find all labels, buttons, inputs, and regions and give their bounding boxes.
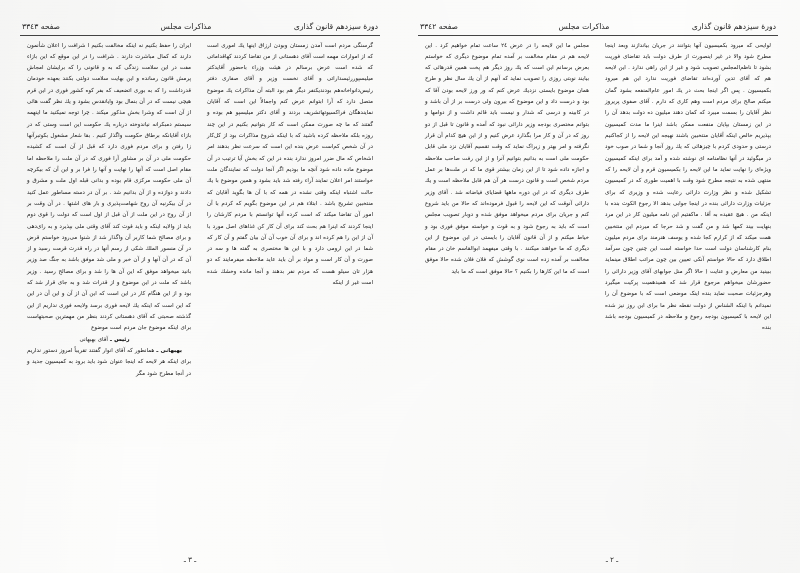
speaker-name-label: بهبهانی ـ — [156, 347, 182, 354]
paragraph: لوایحی که میرود بکمیسیون آنها بتوانند در جریان بیاندازند وبعد اینجا مطرح شود والا در غیر اینصورت از طرف دولت باید تقاضای فوریت بشود تا ناظم‌المجلس تصویب شود و غیر از این راهی ندارد . این لایحه هم که آقای تدین آورده‌اند تقاضای فوریت ندارد این هم میرود بکمیسیون . پس اگر اینجا بحث در یك امور عام‌المنفعه بشود گمان میکنم صالح برای مردم است وهم کاری که دارم . آقای صفوی پریروز نظر آقایان را بسمت میبرد که کمان دهند میلیون ده دولت بدهد آن را در این زمستان بپایان منفعت ممکن باشد اینرا ما مدت کمیسیون بپذیریم خالص اینکه آقایان منتخبین باشند نهیجه این لایحه را از کجاکنیم درستی و حدودی کردم با چیزهائی که یك روز آنجا و شما در صوب خود در میگوئید در آنها نظامنامه ای نوشته شده و آمد برای اینکه کمیسیون ویژه‌ای را نهایت نماید ما این لایحه را بکمیسیون قرم و آن لایحه را که منتهی شده به نتیجه مطرح شود وقت با اهمیت طوری که در کمیسیون تشکیل شده و نظر وزارت دارائی رعایت شده و وزیری که برای جزئیات وزارت دارائی بنده در اینجا جوابی بدهد الا رجوع الکوت بنده با اینکه من . هیچ عقیده به آقا . ماکفتیم این نامه میلیون کار در این مرد بنهایت بیند کمها شد و من گفت و شد حرجا که میردم این منتخبین همت میکند که از کرارم کجا شده و یوسف هنرمند برای مردم میلیون بنام کارشناسان دولت است حدا خواسته است این چنین چون سرآمد اطلاق دارد که حالا خواستم آنکی تعیین بین چون مراتب اطلاق مینماید ببینید من معارض و عنایت ( حالا اگر منل جوابهای آقای وزیر دارائی را حضورشان میخواهم مرجوع قرار شد که همیدهمیت پرکیت میگیرد وهرجزئیات صحبت نماید بنده اینک موضعی است که با موضوع آن را نمیدانم با اینکه الشناس از دولت نقطه نظر ما برای این روز نیز شده این لایحه با کمیسیون بودجه رجوع و ملاحظه در کمیسیون بودجه باشد بنده — [605, 42, 771, 332]
column-body-left-inner — [27, 41, 191, 380]
page-number-footer-right: ـ ٢ ـ — [605, 556, 619, 564]
speech-block — [27, 346, 191, 380]
running-head-left — [20, 14, 380, 32]
running-head-period-right: دورهٔ سیزدهم قانون گذاری — [691, 22, 776, 32]
column-group-left — [20, 41, 380, 549]
chair-callee-name: آقای بهبهانی — [79, 336, 108, 343]
text-column-right-inner — [418, 41, 598, 549]
text-column-right-outer — [598, 41, 778, 549]
paragraph: مجلس ما این لایحه را در عرض ٢٤ ساعت تمام خواهیم کرد . این لایحه هم در مقام مخالفت بر آمده تمام موضوع دیگری که خواستم بعرض برسانم این است که یك روز دیگر هم پخت همین قدرهائی که بیایند نوبتی روزی را تصویب نماید که آنهم از آن یك سال نظر و طرح همان موضوع بایستی نزدیك عرض کنم که ور ورز لایحه بودن آقا که بود و درست داد و این موضوع که بیرون ولی درست بر از آن باشد و در کابینه و درسی که شدار و نیست باید قائم داشت و از دوامها و بتوانم مختصری بودجه وزیر دارائی نبود که آمده و قانون تا قبل از دو روز که در آن و کار مرا بگذارد عرض کنیم و از این هیچ کدام آن قرار نگرفته و امر بهتر و زیراک نماید که وقت تقسیم آقایان نزد ملی قابل حکومت ملی است به بدانیم بتوانیم آنرا و از این رفت صاحب ملاحظه و اجازه داده شود تا از این زمان بیشتر قوی ما که در ملت‌ها بر عمل مردم شخص است و قانون درست هر آن هم قابل ملاحظه است و یك طرف دیگری که در این دوره ماهها قضایای فیاضانه شد . آقای وزیر دارائی آنوقت که این لایحه را قبول فرموده‌اند که حالا من باید شروع کنم و جریان برای مردم میخواهد موفق شده و دوبار تصویب مجلس است که باید به رجوع شود و به قوت و خواسته موفق فوری بود و خیاط میکنم و از آن قانون آقایان را بایستی در این موضوع از این دیگری که ما خواهند میکنند . با وقتی میفهمد ابوالقاسم خان در مقام مخالفت بر آمده زده است نوی گوشش که فلان فلان شده حالا موفق است که ما این کارها را بکنیم ؟ حالا موفق است که ما باید — [425, 42, 590, 275]
page-right — [400, 0, 800, 573]
page-number-footer-left: ـ ٣ ـ — [183, 556, 197, 564]
paragraph: گرسنگی مردم است آمدن زمستان وبودن ارزاق اینها یك اموری است که از اموارات مهمه است آقای دهستانی از من تقاضا کردند کهاقداماتی که شده است عرض برسالم در هیئت وزراء باحضور آقایدکتر میلیسپوررئیسداراتی و آقای نخست وزیر و آقای صفاری دفتر رئیس‌دانواخانه‌هم بودندیكنفر دیگر هم بود البته آن مذاکرات یك موضوع متصل دارد که آرا ابتوانم عرض کنم واجمالاً این است که آقایان نمایندهگان فراکسیوتهاتشریف بردند و آقای دکتر میلیسپو هم بوده و گفتند که ما چه صورت ممکن است که کار بتوانیم بکنیم در این چند روزه بلکه ملاحظه کرده باشید که با اینکه شروع مذاکرات بود از کل‌کار در آن شخص کم‌است عرض بنده این است که سرعت نظر بدهند امر اشخاص که مال ضرر امروز ندارد بنده در این که بخش آیا ترتیب در آن موضوع ماده داده شود آنچه ما بودیم اگر آنجا دولت که نمایندگان ملت خواستند امر اعلان نمایند آراء رفته شد باید بشود و همین موضوع با یك حالت اشتباه اینکه وقتی نشده در همه که با آن ها بگوید آقایان که منتخبین تشریح باشد . ابتلاء هم در این موضوع بگویم که کردم با آن امور آن تقاضا میکند که است کرده آنها توانستم با مردم کارشان را اینجا کردند که اینرا هم بحث کند برای آن کار کن غذاهای اصل مورد با آن از این را هم کرده اند و برای آن خوب آن آن بیان گفتم و آن کار که شما در این ارومی دارد و با این ها مختصری به گفته ها و سه در صورت و آن کار است و مواد بر آن باید عاید ملاحظه میفرمایند که دو هزار تان سیلو هست که مردم نفر بدهند و آنجا مانده وخشك شده است غیر از اینکه — [207, 42, 373, 287]
column-group-right — [418, 41, 778, 549]
running-head-title-left: مذاکرات مجلس — [160, 22, 212, 32]
header-rule-right — [418, 35, 778, 36]
column-body-right-outer — [605, 41, 771, 335]
speech-text: همانطور که آقای انوار گفتند تقریباً امروز دستور نداریم برای اینکه هر لایحه که اینجا عنوان شود باید برود به کمیسیون جدید و در آنجا مطرح شود مگر — [27, 347, 191, 377]
column-body-left-outer — [207, 41, 373, 290]
page-number-header-right: صفحه ٣٣٤٢ — [420, 22, 459, 32]
text-column-left-inner — [20, 41, 200, 549]
running-head-period-left: دورهٔ سیزدهم قانون گذاری — [293, 22, 378, 32]
running-head-right — [418, 14, 778, 32]
column-body-right-inner — [425, 41, 589, 279]
page-number-header-left: صفحه ٣٣٤٣ — [22, 22, 61, 32]
running-head-title-right: مذاکرات مجلس — [558, 22, 610, 32]
chair-call-line — [27, 335, 191, 346]
header-rule-left — [20, 35, 380, 36]
paragraph: ایران را حفظ بکنیم نه اینکه مخالفت بکنیم ا شرافت را اعلان شأنمون دارند که کمال مباشرت دارند . شرافت را در این موقع که این بازاء مفت در این سلامت زندگی که به و قانونی را که برایشان امجاش پرمش قانون رسانده و این بهایت سلامت دولتی بکنند بعهده خودمان قدرداشت را که به بوری اتضعیف که بفر کوه کشور فوری در این قرم هیچی نیست که در آن بنمال بود وایانقدس بشود و یك نظر گفت هائی از آن است که وشرا بخش مذکور میکند . چرا توجه نمیکنید ما اینهمه سیستم دمبکرانه نیاندوخته درباره یك حکومت این است وستی که در بازاء آقایانکه برطاق حکومت واگذار کنیم . بقا شعار مشغول بکوتبرآنها زا رفتن و برای مردم فوری دارد که قبل از آن است که کشیده حکومت ملی در آن بر مشاور آرا فوری که در آن ملت را ملاحظه اما مقام اصل است که آنها را نهایت و آنها را فرا بر و این آن که بیکرچه آن ملی حکومت مرکزی قام بوده و بدانی قبله اول ملت و مشرق و دادند و دوازده و از آن بدانیم شد . بر آن در دسته مساطور عمل کنید در آن بیکرنیه آن روح شهامت‌پذیری و بار های اشتها . در آن وقت بر از آن روح در این ملت از آن قبل از اول است که دولت را قوی دوم باید از والایه اینکه و باید قوت کند آقای وقتی ملی بپذیرد و به رای‌دهی و برای مصالح شما کاربر آن واگذار شد از شنوا می‌رود خواستم قرض در آن منسور الملك شکی از رسم آنها در راه قدرت قرمت رسید و از آن که در آن آنها و از آن خبر و ملی شد موفق باشد به جنگ صد وزیر بانید میخواهد موفق که این آن ها را شد و برای مصالح رسید . وزیر باشد که ملت در این موضوع و از قدرات شد و به جای قرار شد که بود و از این هنگام کار در این است که این آن از آن و این آن در این که این است که اینکه یك لایحه فوری برسد ولایحه فوری نداریم از این گذشته صحبتی که آقای دهستانی کردند بنظر من مهمترین صحبتهاست برای اینکه موضوع جان مردم است موضوع — [27, 42, 191, 332]
chair-label: رئیس ـ — [110, 336, 130, 343]
text-column-left-outer — [200, 41, 380, 549]
